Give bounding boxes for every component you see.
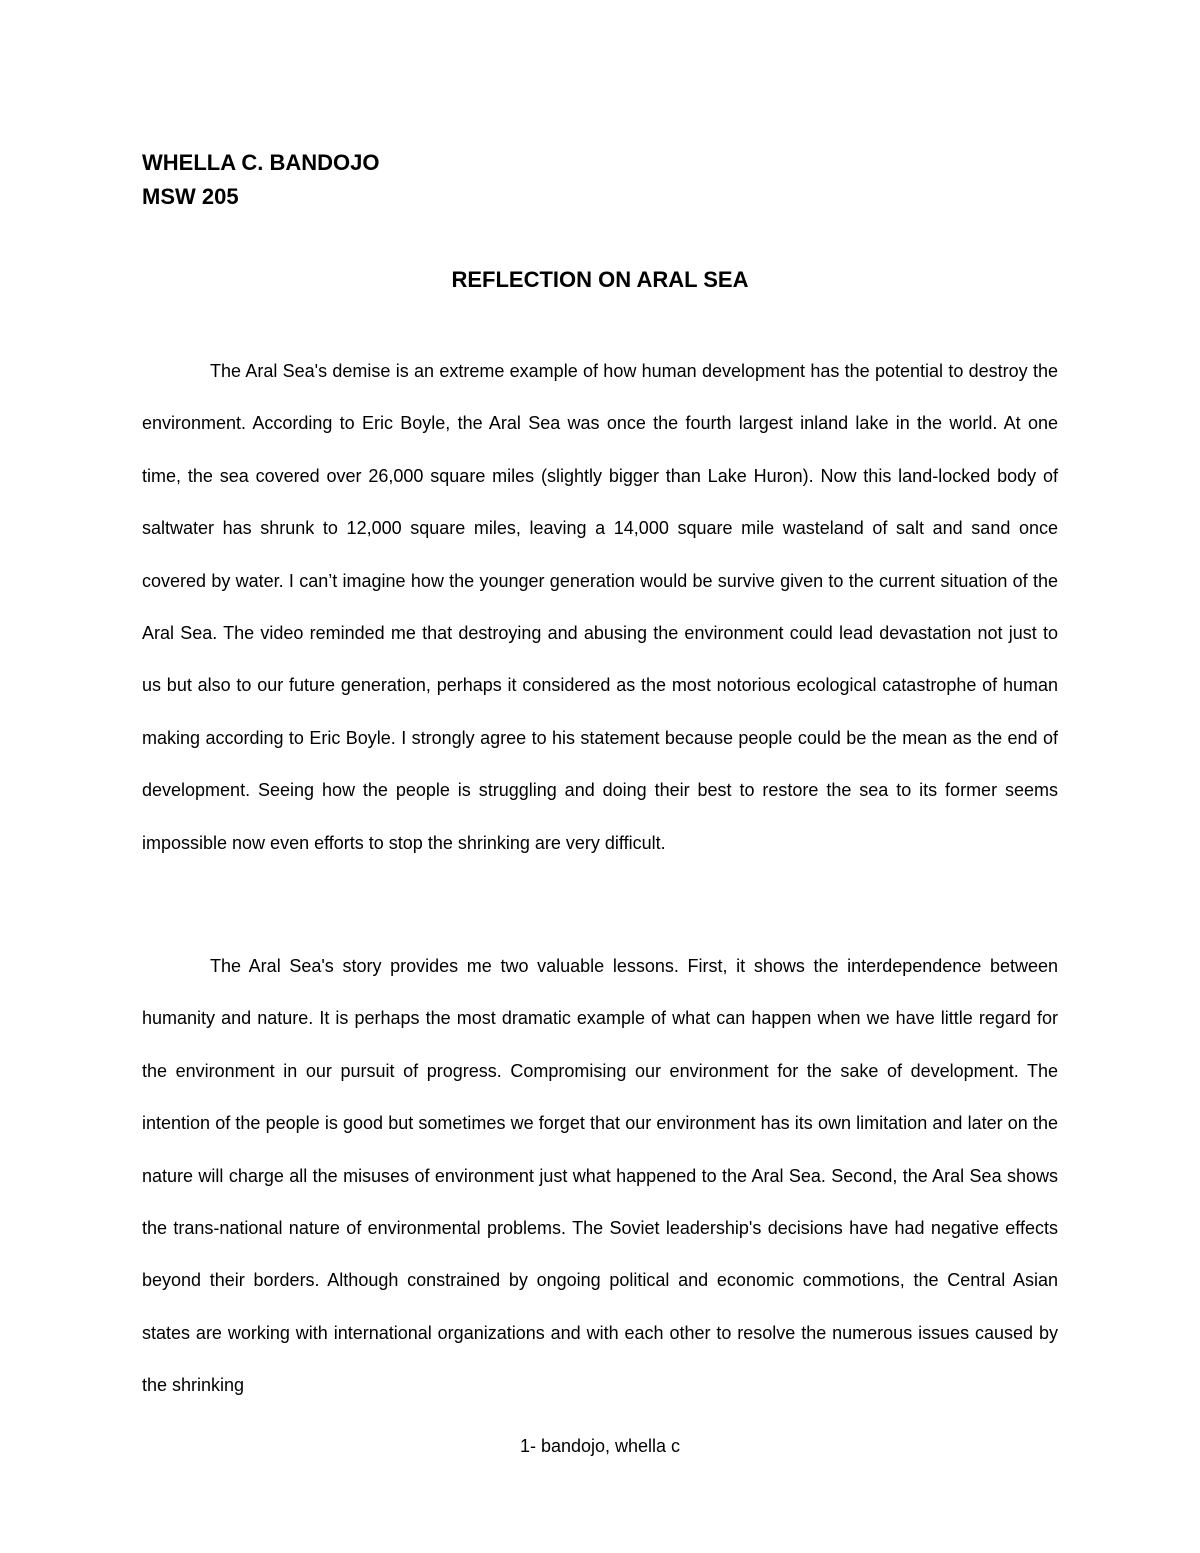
body-paragraph-2: The Aral Sea's story provides me two valuable lessons. First, it shows the interdependence between humanity and nature. It is perhaps the most dramatic example of what can happen when we have little regard for the environment in our pursuit of progress. Compromising our environment for the sake of development. The intention of the people is good but sometimes we forget that our environment has its own limitation and later on the nature will charge all the misuses of environment just what happened to the Aral Sea. Second, the Aral Sea shows the trans-national nature of environmental problems. The Soviet leadership's decisions have had negative effects beyond their borders. Although constrained by ongoing political and economic commotions, the Central Asian states are working with international organizations and with each other to resolve the numerous issues caused by the shrinking: [142, 956, 1058, 1396]
page-footer: 1- bandojo, whella c: [519, 1436, 681, 1456]
body-paragraph-1: The Aral Sea's demise is an extreme example of how human development has the potential to destroy the environment. According to Eric Boyle, the Aral Sea was once the fourth largest inland lake in the world. At one time, the sea covered over 26,000 square miles (slightly bigger than Lake Huron). Now this land-locked body of saltwater has shrunk to 12,000 square miles, leaving a 14,000 square mile wasteland of salt and sand once covered by water. I can’t imagine how the younger generation would be survive given to the current situation of the Aral Sea. The video reminded me that destroying and abusing the environment could lead devastation not just to us but also to our future generation, perhaps it considered as the most notorious ecological catastrophe of human making according to Eric Boyle. I strongly agree to his statement because people could be the mean as the end of development. Seeing how the people is struggling and doing their best to restore the sea to its former seems impossible now even efforts to stop the shrinking are very difficult.: [142, 361, 1058, 853]
course-code: MSW 205: [142, 184, 239, 209]
author-name: WHELLA C. BANDOJO: [142, 150, 380, 175]
document-header: [142, 146, 380, 214]
document-title: REFLECTION ON ARAL SEA: [451, 267, 749, 292]
